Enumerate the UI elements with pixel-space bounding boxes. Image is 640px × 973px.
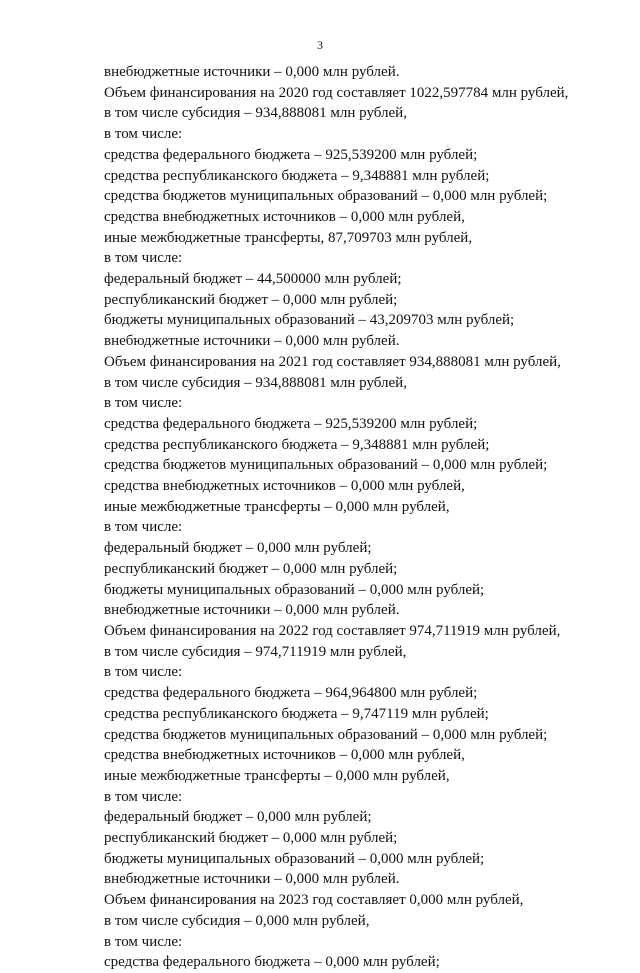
- text-line: средства федерального бюджета – 964,964800 млн рублей;: [104, 685, 478, 702]
- text-line: в том числе субсидия – 934,888081 млн рублей,: [104, 105, 407, 122]
- page-number: 3: [317, 38, 323, 52]
- text-line: в том числе:: [104, 519, 183, 536]
- text-line: в том числе субсидия – 0,000 млн рублей,: [104, 912, 370, 929]
- text-line: в том числе:: [104, 788, 183, 805]
- text-line: средства республиканского бюджета – 9,348881 млн рублей;: [104, 436, 490, 453]
- text-line: бюджеты муниципальных образований – 0,000 млн рублей;: [104, 581, 485, 598]
- text-line: средства бюджетов муниципальных образований – 0,000 млн рублей;: [104, 188, 548, 205]
- text-line: федеральный бюджет – 44,500000 млн рублей;: [104, 271, 402, 288]
- text-line: средства республиканского бюджета – 9,348881 млн рублей;: [104, 167, 490, 184]
- text-line: средства внебюджетных источников – 0,000 млн рублей,: [104, 208, 465, 225]
- text-line: республиканский бюджет – 0,000 млн рублей;: [104, 560, 398, 577]
- text-line: иные межбюджетные трансферты, 87,709703 млн рублей,: [104, 229, 473, 246]
- text-line: федеральный бюджет – 0,000 млн рублей;: [104, 809, 372, 826]
- text-line: в том числе:: [104, 126, 183, 143]
- text-line: в том числе субсидия – 934,888081 млн рублей,: [104, 374, 407, 391]
- text-line: внебюджетные источники – 0,000 млн рублей.: [104, 871, 400, 888]
- text-line: в том числе:: [104, 664, 183, 681]
- text-line: в том числе:: [104, 250, 183, 267]
- text-line: иные межбюджетные трансферты – 0,000 млн рублей,: [104, 767, 450, 784]
- text-line: республиканский бюджет – 0,000 млн рублей;: [104, 830, 398, 847]
- text-line: средства федерального бюджета – 0,000 млн рублей;: [104, 954, 440, 971]
- text-line: средства федерального бюджета – 925,539200 млн рублей;: [104, 146, 478, 163]
- text-line: внебюджетные источники – 0,000 млн рублей.: [104, 602, 400, 619]
- text-line: в том числе:: [104, 933, 183, 950]
- text-line: средства внебюджетных источников – 0,000 млн рублей,: [104, 478, 465, 495]
- text-line: средства внебюджетных источников – 0,000 млн рублей,: [104, 747, 465, 764]
- text-line: средства федерального бюджета – 925,539200 млн рублей;: [104, 415, 478, 432]
- text-line: средства бюджетов муниципальных образований – 0,000 млн рублей;: [104, 457, 548, 474]
- text-line: бюджеты муниципальных образований – 43,209703 млн рублей;: [104, 312, 515, 329]
- text-line: Объем финансирования на 2022 год составляет 974,711919 млн рублей,: [104, 622, 561, 639]
- text-line: республиканский бюджет – 0,000 млн рублей;: [104, 291, 398, 308]
- text-line: Объем финансирования на 2021 год составляет 934,888081 млн рублей,: [104, 353, 561, 370]
- text-line: внебюджетные источники – 0,000 млн рублей.: [104, 333, 400, 350]
- text-line: средства республиканского бюджета – 9,747119 млн рублей;: [104, 705, 489, 722]
- text-line: в том числе:: [104, 395, 183, 412]
- text-line: Объем финансирования на 2020 год составляет 1022,597784 млн рублей,: [104, 84, 569, 101]
- text-line: бюджеты муниципальных образований – 0,000 млн рублей;: [104, 850, 485, 867]
- document-body: [104, 62, 604, 973]
- text-line: Объем финансирования на 2023 год составляет 0,000 млн рублей,: [104, 892, 524, 909]
- text-line: в том числе субсидия – 974,711919 млн рублей,: [104, 643, 407, 660]
- text-line: средства бюджетов муниципальных образований – 0,000 млн рублей;: [104, 726, 548, 743]
- text-line: федеральный бюджет – 0,000 млн рублей;: [104, 540, 372, 557]
- text-line: иные межбюджетные трансферты – 0,000 млн рублей,: [104, 498, 450, 515]
- text-line: внебюджетные источники – 0,000 млн рублей.: [104, 64, 400, 80]
